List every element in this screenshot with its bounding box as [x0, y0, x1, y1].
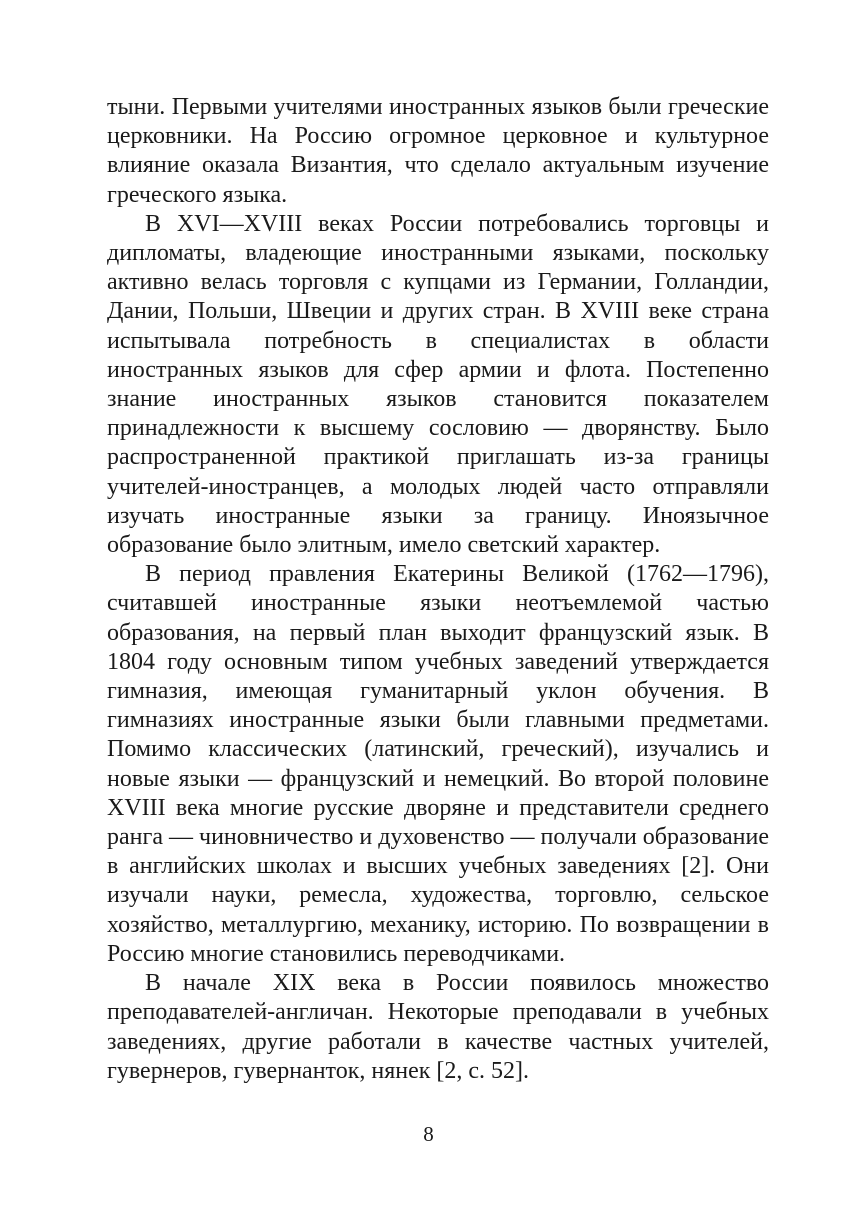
paragraph-catherine-the-great: В период правления Екатерины Великой (1762—1796), считавшей иностранные языки неотъемлемой частью образования, на первый план выходит французский язык. В 1804 году основным типом учебных заведений утверждается гимназия, имеющая гуманитарный уклон обучения. В гимназиях иностранные языки были главными предметами. Помимо классических (латинский, греческий), изучались и новые языки — французский и немецкий. Во второй половине XVIII века многие русские дворяне и представители среднего ранга — чиновничество и духовенство — получали образование в английских школах и высших учебных заведениях [2]. Они изучали науки, ремесла, художества, торговлю, сельское хозяйство, металлургию, механику, историю. По возвращении в Россию многие становились переводчиками. — [107, 561, 770, 967]
paragraph-continuation: тыни. Первыми учителями иностранных языков были греческие церковники. На Россию огромное церковное и культурное влияние оказала Византия, что сделало актуальным изучение греческого языка. — [107, 94, 769, 208]
body-text — [107, 93, 769, 1086]
paragraph-xvi-xviii-centuries: В XVI—XVIII веках России потребовались торговцы и дипломаты, владеющие иностранными языками, поскольку активно велась торговля с купцами из Германии, Голландии, Дании, Польши, Швеции и других стран. В XVIII веке страна испытывала потребность в специалистах в области иностранных языков для сфер армии и флота. Постепенно знание иностранных языков становится показателем принадлежности к высшему сословию — дворянству. Было распространенной практикой приглашать из-за границы учителей-иностранцев, а молодых людей часто отправляли изучать иностранные языки за границу. Иноязычное образование было элитным, имело светский характер. — [107, 210, 769, 559]
paragraph-xix-century: В начале XIX века в России появилось множество преподавателей-англичан. Некоторые преподавали в учебных заведениях, другие работали в качестве частных учителей, гувернеров, гувернанток, нянек [2, с. 52]. — [107, 970, 769, 1084]
page-number: 8 — [423, 1122, 434, 1146]
